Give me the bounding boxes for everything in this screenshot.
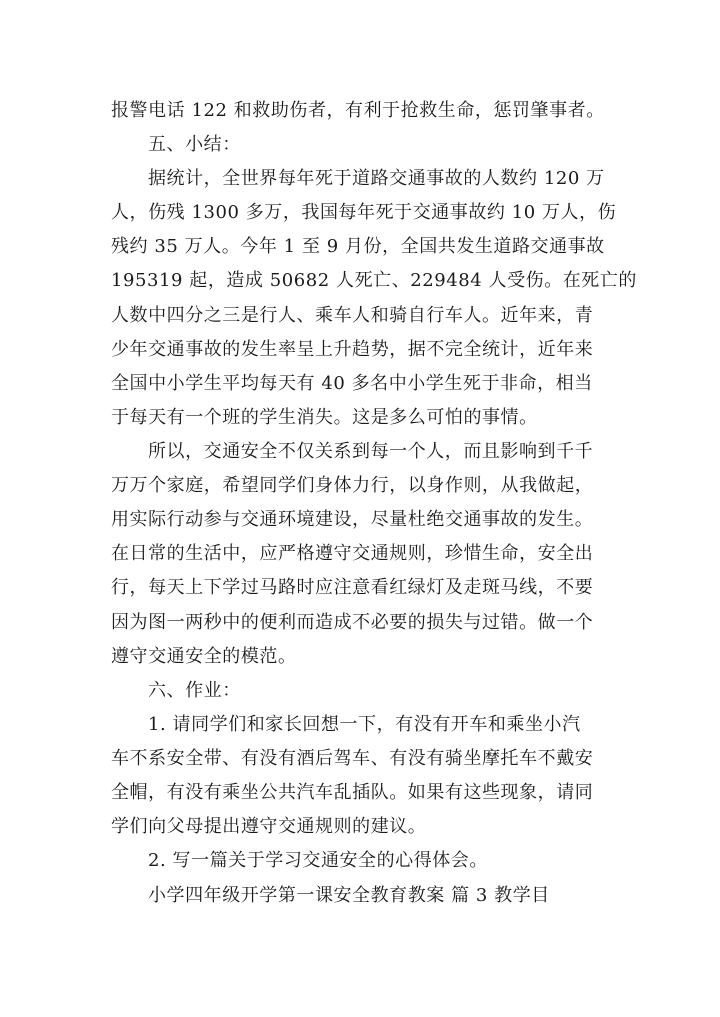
text-line: 报警电话 122 和救助伤者，有利于抢救生命，惩罚肇事者。	[111, 100, 605, 121]
text-line: 人，伤残 1300 多万，我国每年死于交通事故约 10 万人，伤	[111, 202, 617, 223]
text-line: 于每天有一个班的学生消失。这是多么可怕的事情。	[111, 407, 538, 428]
text-line: 195319 起，造成 50682 人死亡、229484 人受伤。在死亡的	[111, 270, 637, 291]
text-line: 行，每天上下学过马路时应注意看红绿灯及走斑马线，不要	[111, 577, 594, 598]
text-line: 遵守交通安全的模范。	[111, 646, 297, 667]
text-line: 据统计，全世界每年死于道路交通事故的人数约 120 万	[148, 168, 605, 189]
text-line: 用实际行动参与交通环境建设，尽量杜绝交通事故的发生。	[111, 509, 594, 530]
text-line: 2. 写一篇关于学习交通安全的心得体会。	[148, 850, 488, 871]
text-line: 因为图一两秒中的便利而造成不必要的损失与过错。做一个	[111, 612, 594, 633]
text-line: 车不系安全带、有没有酒后驾车、有没有骑坐摩托车不戴安	[111, 748, 594, 769]
text-line: 全帽，有没有乘坐公共汽车乱插队。如果有这些现象，请同	[111, 782, 594, 803]
section-heading-summary: 五、小结：	[148, 134, 241, 155]
text-line: 少年交通事故的发生率呈上升趋势，据不完全统计，近年来	[111, 339, 594, 360]
text-line: 人数中四分之三是行人、乘车人和骑自行车人。近年来，青	[111, 305, 594, 326]
text-line: 所以，交通安全不仅关系到每一个人，而且影响到千千	[148, 441, 594, 462]
text-line: 万万个家庭，希望同学们身体力行，以身作则，从我做起，	[111, 475, 594, 496]
text-line: 小学四年级开学第一课安全教育教案 篇 3 教学目	[148, 885, 550, 906]
text-line: 全国中小学生平均每天有 40 多名中小学生死于非命，相当	[111, 373, 593, 394]
text-line: 残约 35 万人。今年 1 至 9 月份，全国共发生道路交通事故	[111, 236, 605, 257]
text-line: 在日常的生活中，应严格遵守交通规则，珍惜生命，安全出	[111, 543, 594, 564]
section-heading-homework: 六、作业：	[148, 680, 241, 701]
text-line: 学们向父母提出遵守交通规则的建议。	[111, 816, 427, 837]
text-line: 1. 请同学们和家长回想一下，有没有开车和乘坐小汽	[148, 714, 581, 735]
